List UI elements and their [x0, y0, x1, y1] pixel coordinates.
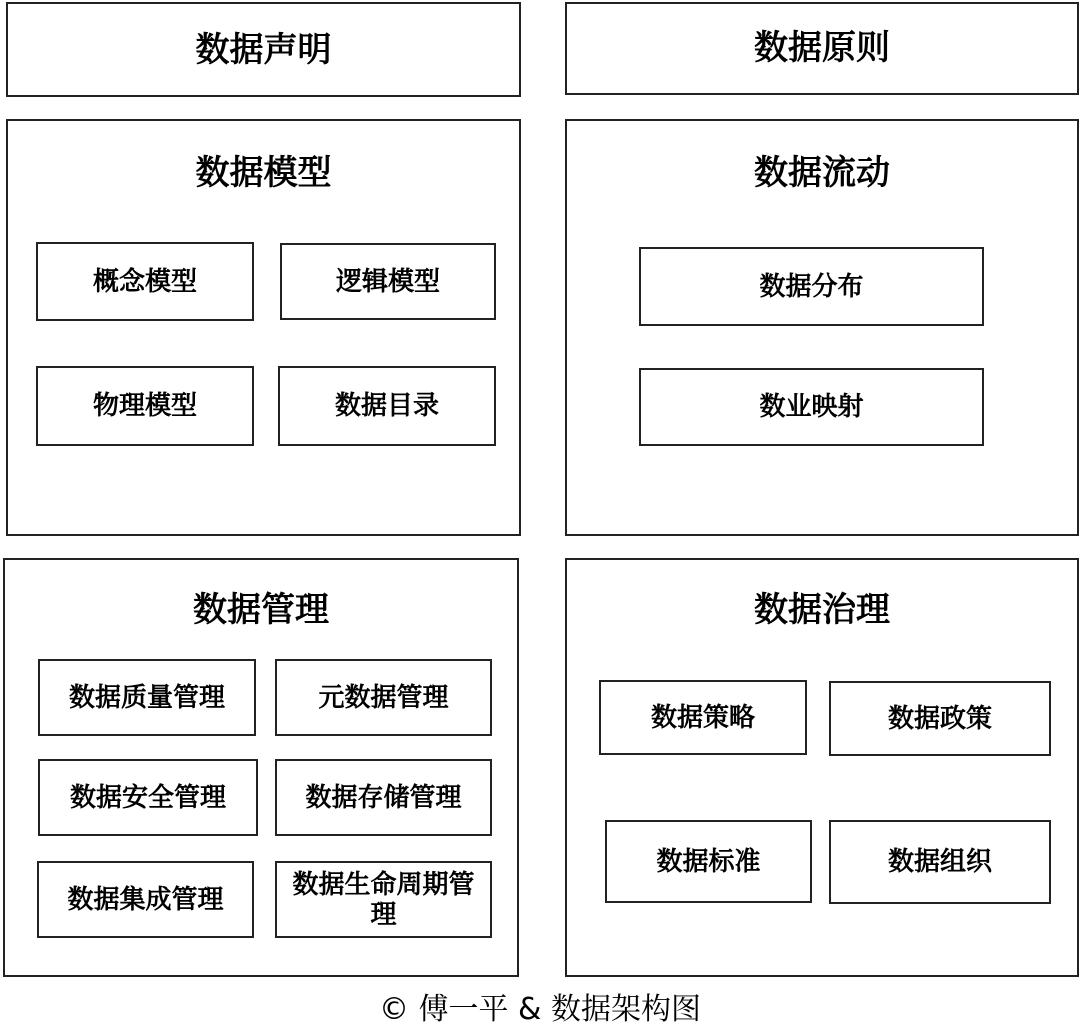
data-storage-management-node: 数据存储管理 — [275, 759, 492, 836]
data-integration-management-node: 数据集成管理 — [37, 861, 254, 938]
copyright-footer: © 傅一平 & 数据架构图 — [378, 992, 701, 1027]
data-quality-management-node: 数据质量管理 — [38, 659, 256, 736]
data-principles-box — [565, 2, 1079, 95]
data-policy-node: 数据政策 — [829, 681, 1051, 756]
data-management-box — [3, 558, 519, 977]
data-declaration-title: 数据声明 — [195, 30, 332, 70]
data-governance-title: 数据治理 — [754, 590, 890, 630]
data-management-title: 数据管理 — [193, 590, 329, 630]
data-standard-node: 数据标准 — [605, 820, 812, 903]
data-governance-box — [565, 558, 1079, 977]
logical-model-node: 逻辑模型 — [280, 243, 496, 320]
data-model-title: 数据模型 — [195, 153, 332, 193]
business-mapping-node: 数业映射 — [639, 368, 984, 446]
data-lifecycle-management-node: 数据生命周期管理 — [275, 861, 492, 938]
physical-model-node: 物理模型 — [36, 366, 254, 446]
data-organization-node: 数据组织 — [829, 820, 1051, 904]
data-catalog-node: 数据目录 — [278, 366, 496, 446]
data-model-box — [6, 119, 521, 536]
data-principles-title: 数据原则 — [754, 28, 890, 68]
data-distribution-node: 数据分布 — [639, 247, 984, 326]
data-security-management-node: 数据安全管理 — [38, 759, 258, 836]
data-declaration-box — [6, 2, 521, 97]
data-flow-title: 数据流动 — [754, 153, 890, 193]
data-flow-box — [565, 119, 1079, 536]
data-strategy-node: 数据策略 — [599, 680, 807, 755]
conceptual-model-node: 概念模型 — [36, 242, 254, 321]
metadata-management-node: 元数据管理 — [275, 659, 492, 736]
